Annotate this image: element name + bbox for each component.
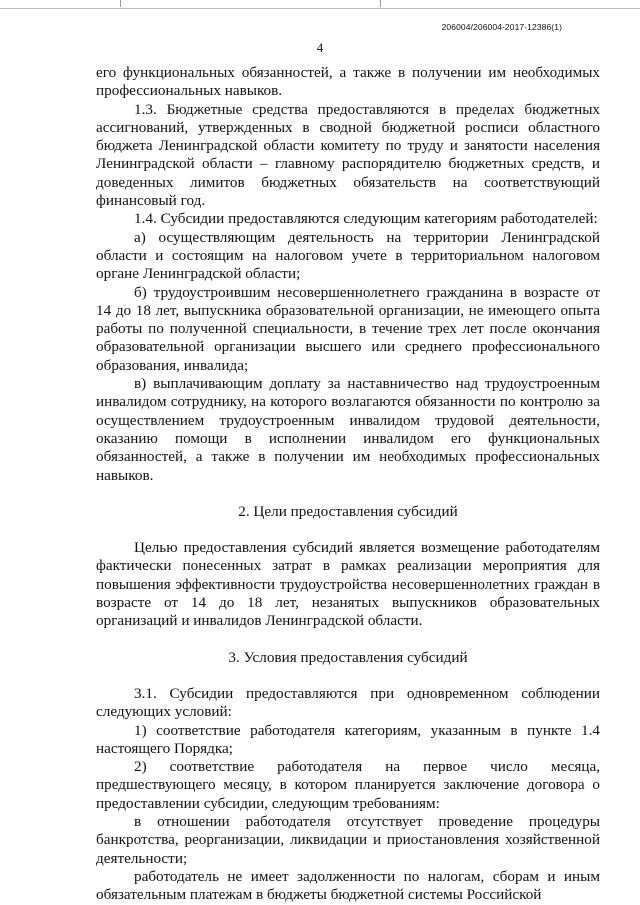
section-heading-2: 2. Цели предоставления субсидий xyxy=(238,502,458,520)
page-number: 4 xyxy=(316,40,324,55)
paragraph-3-1: 3.1. Субсидии предоставляются при одновременном соблюдении следующих условий: xyxy=(96,684,600,721)
border-tick xyxy=(120,0,121,7)
paragraph-1-4-v: в) выплачивающим доплату за наставничество над трудоустроенным инвалидом сотруднику, на которого возлагаются обязанности по контролю за осуществлением трудоустроенным инвалидом трудовой деятельности, оказанию помощи в исполнении инвалидом его функциональных обязанностей, а также в получении им необходимых профессиональных навыков. xyxy=(96,375,600,484)
paragraph-1-4-a: а) осуществляющим деятельность на территории Ленинградской области и состоящим на налоговом учете в территориальном налоговом органе Ленинградской области; xyxy=(96,228,600,283)
paragraph-tax-debt: работодатель не имеет задолженности по налогам, сборам и иным обязательным платежам в бюджеты бюджетной системы Российской xyxy=(96,867,600,904)
spacer xyxy=(96,631,600,649)
scan-top-border xyxy=(0,0,640,9)
border-tick xyxy=(380,0,381,7)
spacer xyxy=(96,667,600,685)
paragraph-1-4-b: б) трудоустроившим несовершеннолетнего гражданина в возрасте от 14 до 18 лет, выпускника образовательной организации, не имеющего опыта работы по полученной специальности, в течение трех лет после окончания образовательной организации высшего или среднего профессионального образования, инвалида; xyxy=(96,283,600,374)
paragraph-goal: Целью предоставления субсидий является возмещение работодателям фактически понесенных затрат в рамках реализации мероприятия для повышения эффективности трудоустройства несовершеннолетних граждан в возрасте от 14 до 18 лет, незанятых выпускников образовательных организаций и инвалидов Ленинградской области. xyxy=(96,539,600,630)
paragraph-bankruptcy: в отношении работодателя отсутствует проведение процедуры банкротства, реорганизации, ликвидации и приостановления хозяйственной деятельности; xyxy=(96,812,600,867)
paragraph-1-4: 1.4. Субсидии предоставляются следующим категориям работодателей: xyxy=(134,210,598,228)
section-heading-3: 3. Условия предоставления субсидий xyxy=(228,648,468,666)
document-id: 206004/206004-2017-12386(1) xyxy=(441,22,562,32)
paragraph-3-1-2: 2) соответствие работодателя на первое число месяца, предшествующего месяцу, в котором планируется заключение договора о предоставлении субсидии, следующим требованиям: xyxy=(96,758,600,812)
document-body xyxy=(96,64,600,904)
paragraph-1-3: 1.3. Бюджетные средства предоставляются в пределах бюджетных ассигнований, утвержденных в сводной бюджетной росписи областного бюджета Ленинградской области комитету по труду и занятости населения Ленинградской области – главному распорядителю бюджетных средств, и доведенных лимитов бюджетных обязательств на соответствующий финансовый год. xyxy=(96,100,600,210)
paragraph-continuation: его функциональных обязанностей, а также в получении им необходимых профессиональных навыков. xyxy=(96,64,600,100)
paragraph-3-1-1: 1) соответствие работодателя категориям, указанным в пункте 1.4 настоящего Порядка; xyxy=(96,721,600,757)
spacer xyxy=(96,485,600,503)
spacer xyxy=(96,521,600,539)
